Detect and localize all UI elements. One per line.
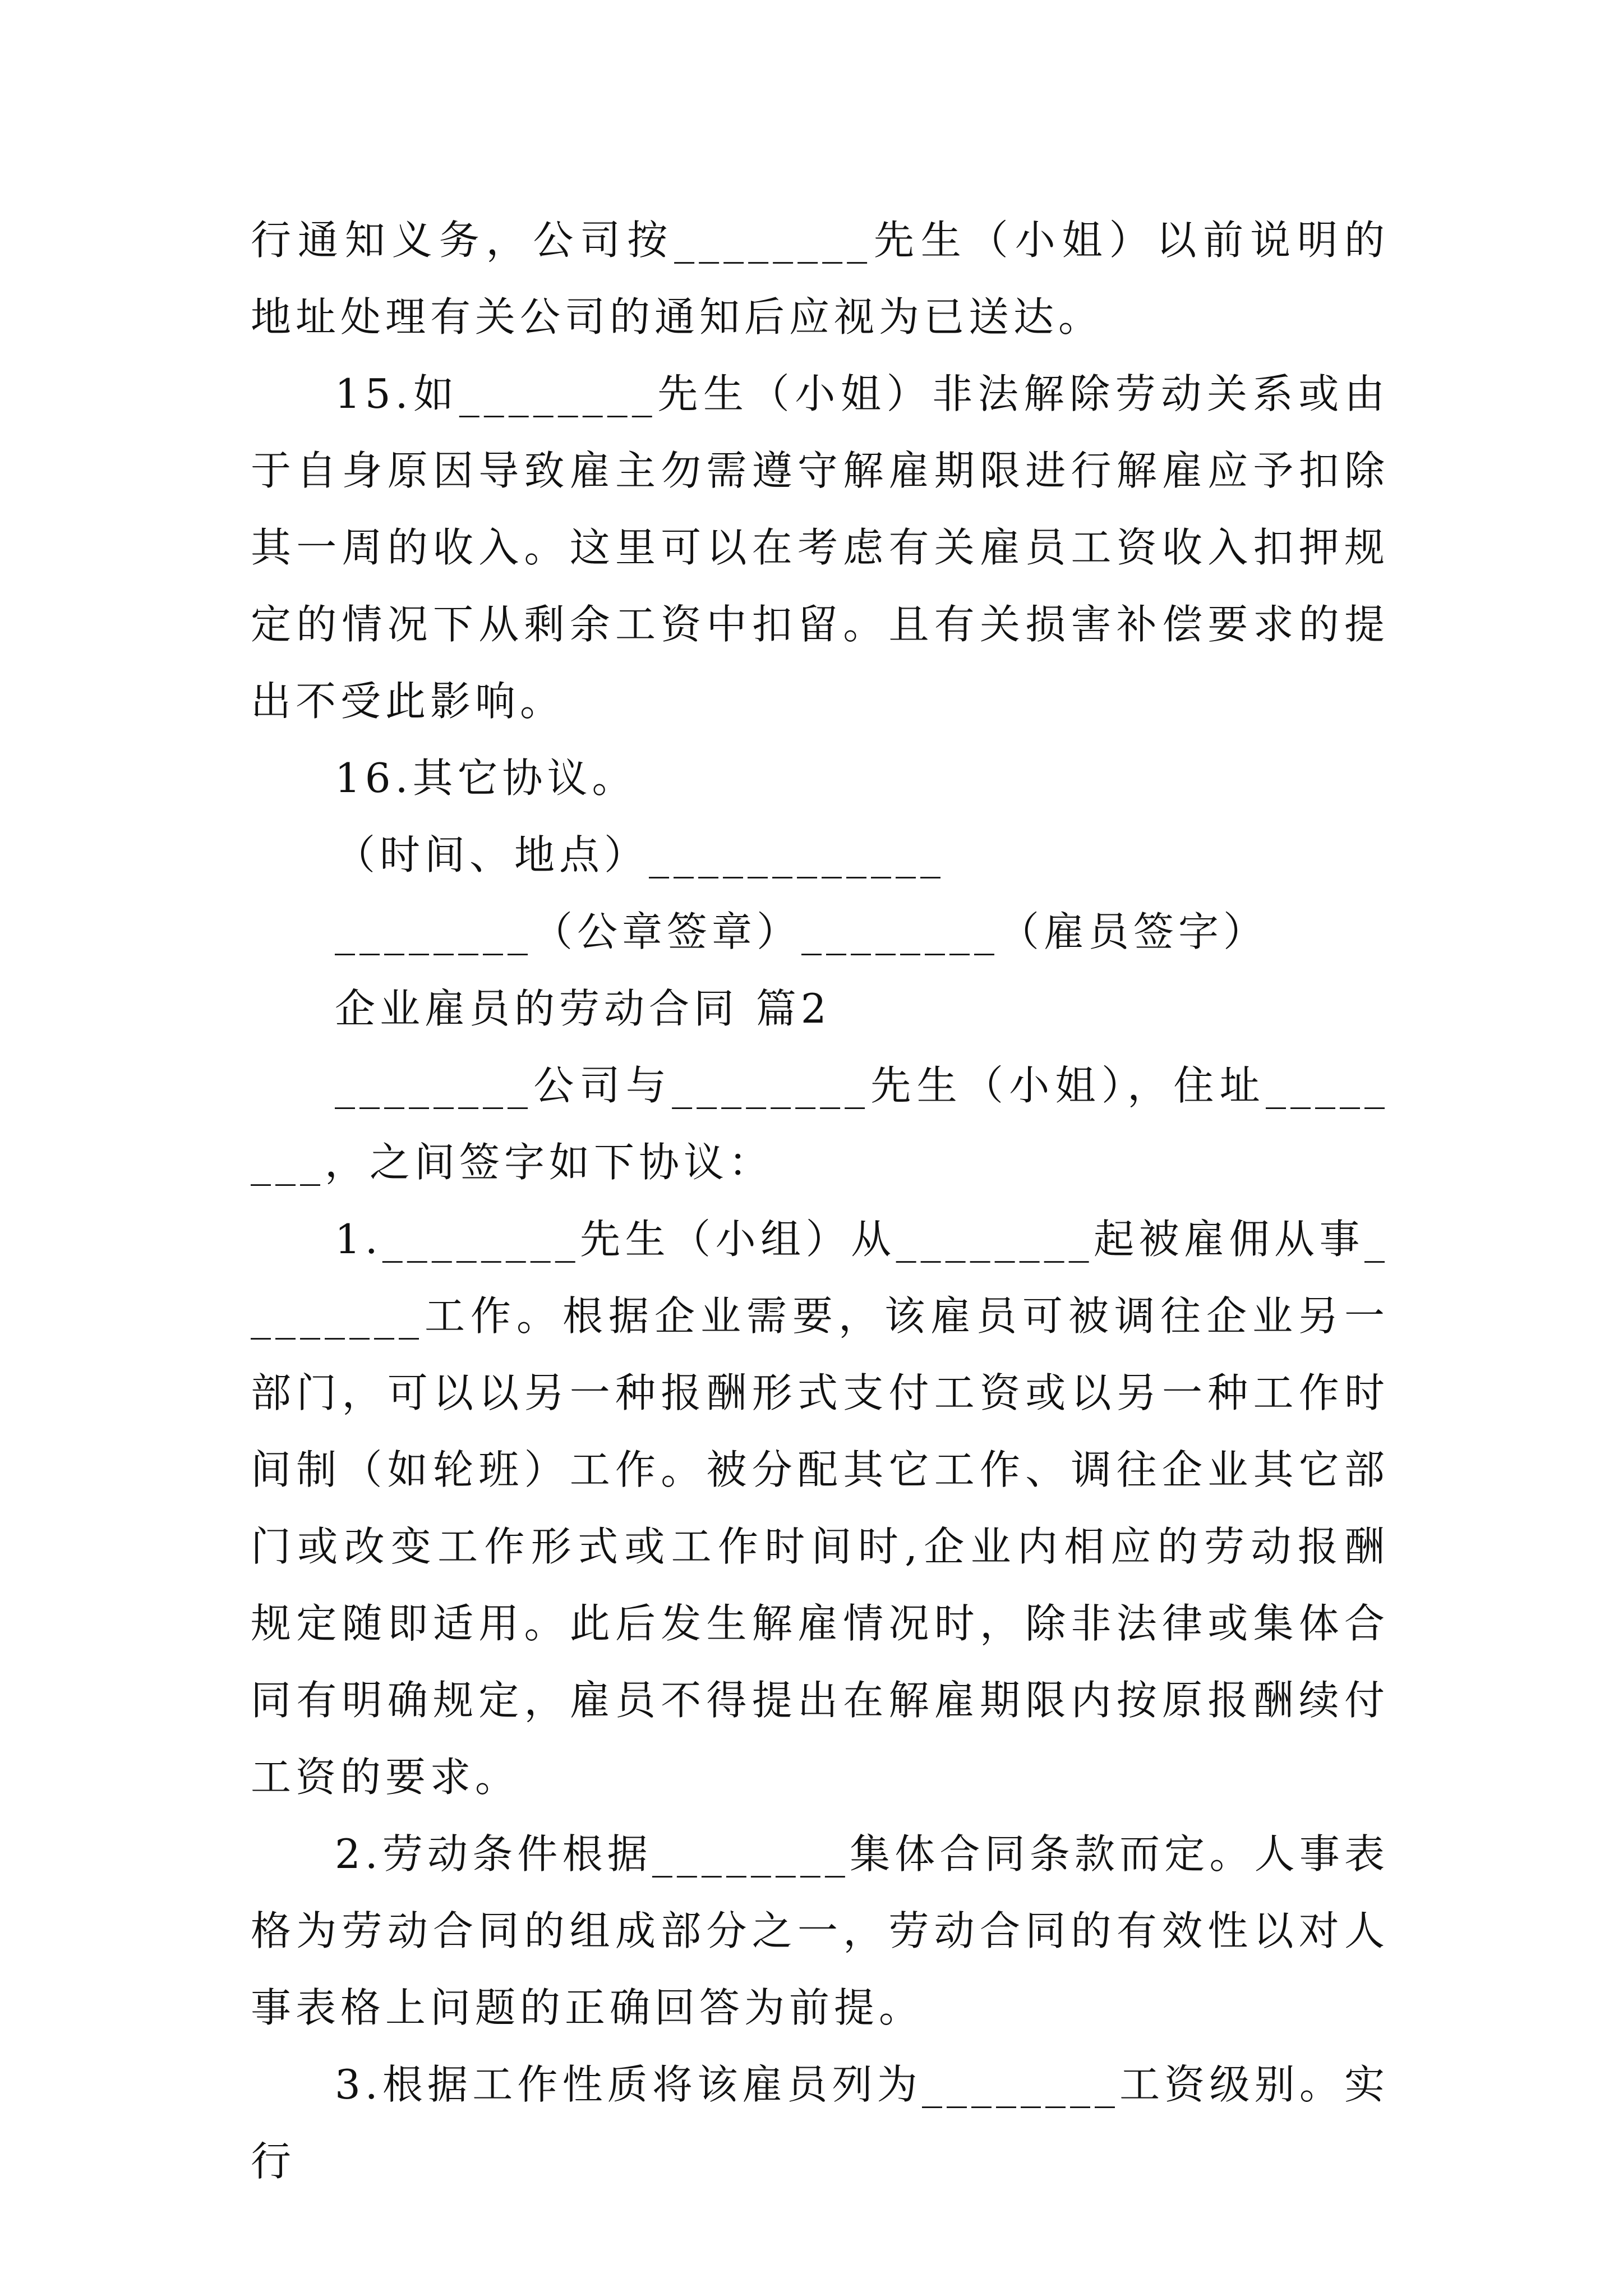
paragraph-signatures: ________（公章签章）________（雇员签字） [335, 908, 1269, 955]
paragraph-clause-3: 3.根据工作性质将该雇员列为________工资级别。实行 [251, 2061, 1389, 2185]
paragraph-time-place: （时间、地点）____________ [335, 831, 946, 878]
paragraph-clause-2: 2.劳动条件根据________集体合同条款而定。人事表格为劳动合同的组成部分之一，劳动合同的有效性以对人事表格上问题的正确回答为前提。 [251, 1830, 1389, 2031]
paragraph-notice-continuation: 行通知义务，公司按________先生（小姐）以前说明的地址处理有关公司的通知后应视为已送达。 [251, 217, 1389, 341]
paragraph-clause-16: 16.其它协议。 [335, 754, 637, 802]
document-body [251, 202, 1389, 2200]
paragraph-parties: ________公司与________先生（小姐），住址________，之间签字如下协议： [251, 1062, 1389, 1186]
section-heading: 企业雇员的劳动合同 篇2 [335, 985, 831, 1032]
paragraph-clause-1: 1.________先生（小组）从________起被雇佣从事________工作。根据企业需要，该雇员可被调往企业另一部门，可以以另一种报酬形式支付工资或以另一种工作时间制（如轮班）工作。被分配其它工作、调往企业其它部门或改变工作形式或工作时间时,企业内相应的劳动报酬规定随即适用。此后发生解雇情况时，除非法律或集体合同有明确规定，雇员不得提出在解雇期限内按原报酬续付工资的要求。 [251, 1216, 1389, 1801]
paragraph-clause-15: 15.如________先生（小姐）非法解除劳动关系或由于自身原因导致雇主勿需遵守解雇期限进行解雇应予扣除其一周的收入。这里可以在考虑有关雇员工资收入扣押规定的情况下从剩余工资中扣留。且有关损害补偿要求的提出不受此影响。 [251, 370, 1389, 725]
